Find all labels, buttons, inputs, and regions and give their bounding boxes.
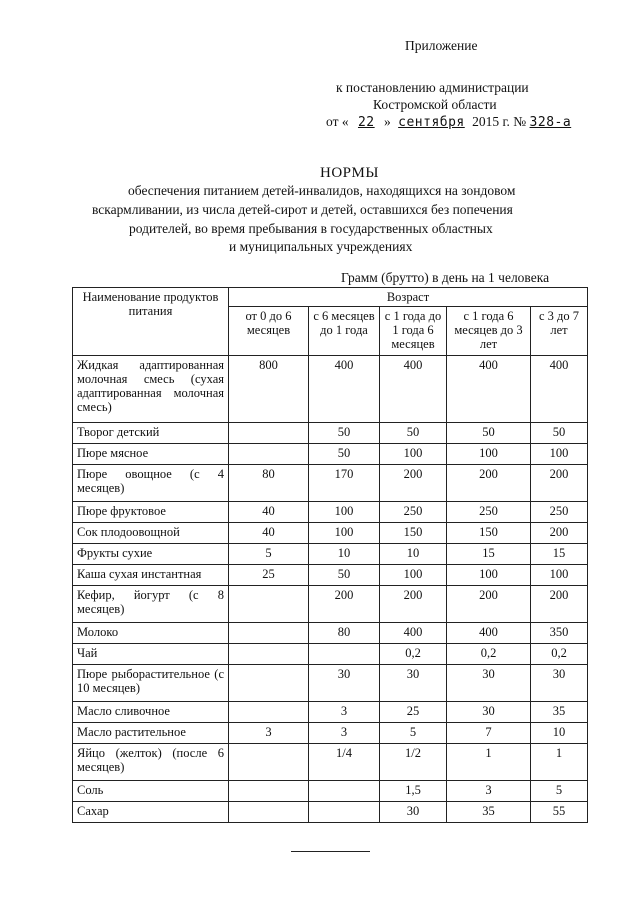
document-title: НОРМЫ: [320, 165, 379, 181]
norm-value: 30: [380, 665, 447, 702]
norm-value: 400: [447, 623, 531, 644]
norm-value: 1/2: [380, 744, 447, 781]
table-row: [73, 744, 588, 781]
resolution-line-2: Костромской области: [373, 97, 497, 112]
product-name: Пюре мясное: [73, 444, 229, 465]
table-row: [73, 781, 588, 802]
norm-value: [229, 586, 309, 623]
norm-value: 200: [447, 465, 531, 502]
norm-value: 1: [447, 744, 531, 781]
table-row: [73, 586, 588, 623]
product-name: Пюре фруктовое: [73, 502, 229, 523]
norm-value: 25: [380, 702, 447, 723]
norm-value: 80: [309, 623, 380, 644]
norm-value: 10: [309, 544, 380, 565]
norm-value: 30: [309, 665, 380, 702]
norm-value: 100: [380, 444, 447, 465]
table-header-row: [73, 288, 588, 307]
table-row: [73, 802, 588, 823]
norm-value: [309, 802, 380, 823]
norm-value: [229, 744, 309, 781]
norm-value: 200: [309, 586, 380, 623]
age-col-3: с 1 года 6 месяцев до 3 лет: [447, 307, 531, 356]
norm-value: 200: [447, 586, 531, 623]
norm-value: 250: [380, 502, 447, 523]
table-row: [73, 423, 588, 444]
norm-value: 1: [531, 744, 588, 781]
norm-value: 1,5: [380, 781, 447, 802]
norm-value: 250: [447, 502, 531, 523]
appendix-label: Приложение: [405, 38, 478, 53]
product-name: Соль: [73, 781, 229, 802]
norm-value: [229, 444, 309, 465]
product-name: Фрукты сухие: [73, 544, 229, 565]
resolution-line-1: к постановлению администрации: [336, 80, 529, 95]
norm-value: [309, 644, 380, 665]
subtitle-line-2: вскармливании, из числа детей-сирот и детей, оставшихся без попечения: [92, 202, 513, 217]
norm-value: [229, 644, 309, 665]
norm-value: 150: [447, 523, 531, 544]
norm-value: 30: [531, 665, 588, 702]
norm-value: 35: [531, 702, 588, 723]
units-label: Грамм (брутто) в день на 1 человека: [341, 270, 550, 285]
norm-value: 150: [380, 523, 447, 544]
table-row: [73, 644, 588, 665]
table-row: [73, 623, 588, 644]
norm-value: 0,2: [447, 644, 531, 665]
resolution-date: [326, 114, 571, 130]
norms-table: [72, 287, 588, 823]
norm-value: 400: [447, 356, 531, 423]
norm-value: 15: [447, 544, 531, 565]
norm-value: 400: [309, 356, 380, 423]
norm-value: 3: [309, 702, 380, 723]
col-header-name: Наименование продуктов питания: [73, 288, 229, 356]
norm-value: [229, 802, 309, 823]
norm-value: 3: [447, 781, 531, 802]
product-name: Каша сухая инстантная: [73, 565, 229, 586]
norm-value: 40: [229, 523, 309, 544]
date-year: 2015 г. №: [472, 114, 527, 129]
norm-value: 800: [229, 356, 309, 423]
date-prefix: от «: [326, 114, 349, 129]
norm-value: [229, 665, 309, 702]
table-row: [73, 523, 588, 544]
norm-value: 50: [380, 423, 447, 444]
table-row: [73, 702, 588, 723]
age-col-1: с 6 месяцев до 1 года: [309, 307, 380, 356]
subtitle-line-3: родителей, во время пребывания в государственных областных: [129, 221, 493, 236]
product-name: Молоко: [73, 623, 229, 644]
table-row: [73, 356, 588, 423]
bottom-divider: [291, 851, 370, 852]
norm-value: 50: [309, 423, 380, 444]
norm-value: [229, 623, 309, 644]
product-name: Масло сливочное: [73, 702, 229, 723]
norm-value: 250: [531, 502, 588, 523]
table-row: [73, 565, 588, 586]
norm-value: 400: [380, 356, 447, 423]
norm-value: 100: [309, 523, 380, 544]
norm-value: 100: [531, 444, 588, 465]
norm-value: [309, 781, 380, 802]
norm-value: 3: [229, 723, 309, 744]
product-name: Пюре рыборастительное (с 10 месяцев): [73, 665, 229, 702]
table-row: [73, 502, 588, 523]
date-day: 22: [357, 115, 375, 130]
norm-value: 50: [531, 423, 588, 444]
norm-value: 400: [531, 356, 588, 423]
norm-value: 5: [380, 723, 447, 744]
product-name: Кефир, йогурт (с 8 месяцев): [73, 586, 229, 623]
norm-value: 10: [531, 723, 588, 744]
norm-value: 30: [380, 802, 447, 823]
norm-value: 35: [447, 802, 531, 823]
table-row: [73, 465, 588, 502]
table-row: [73, 665, 588, 702]
norm-value: 100: [531, 565, 588, 586]
norm-value: 55: [531, 802, 588, 823]
norm-value: 5: [531, 781, 588, 802]
norm-value: 15: [531, 544, 588, 565]
norm-value: 3: [309, 723, 380, 744]
age-col-0: от 0 до 6 месяцев: [229, 307, 309, 356]
norm-value: 0,2: [531, 644, 588, 665]
norm-value: 30: [447, 702, 531, 723]
norm-value: 50: [309, 444, 380, 465]
norm-value: 400: [380, 623, 447, 644]
norm-value: 5: [229, 544, 309, 565]
norm-value: 200: [380, 586, 447, 623]
norm-value: 100: [380, 565, 447, 586]
subtitle-line-1: обеспечения питанием детей-инвалидов, находящихся на зондовом: [128, 183, 516, 198]
norm-value: 200: [380, 465, 447, 502]
product-name: Сахар: [73, 802, 229, 823]
norm-value: 1/4: [309, 744, 380, 781]
norm-value: 100: [447, 565, 531, 586]
norm-value: 100: [447, 444, 531, 465]
product-name: Масло растительное: [73, 723, 229, 744]
norm-value: 7: [447, 723, 531, 744]
age-col-4: с 3 до 7 лет: [531, 307, 588, 356]
date-month: сентября: [398, 115, 465, 130]
subtitle-line-4: и муниципальных учреждениях: [229, 239, 413, 254]
col-header-age: Возраст: [229, 288, 588, 307]
norm-value: 350: [531, 623, 588, 644]
norm-value: 30: [447, 665, 531, 702]
norm-value: [229, 423, 309, 444]
table-row: [73, 544, 588, 565]
product-name: Жидкая адаптированная молочная смесь (сухая адаптированная молочная смесь): [73, 356, 229, 423]
norm-value: [229, 702, 309, 723]
product-name: Чай: [73, 644, 229, 665]
norm-value: 25: [229, 565, 309, 586]
norm-value: 170: [309, 465, 380, 502]
product-name: Творог детский: [73, 423, 229, 444]
norm-value: [229, 781, 309, 802]
norm-value: 10: [380, 544, 447, 565]
table-row: [73, 723, 588, 744]
norm-value: 50: [309, 565, 380, 586]
resolution-number: 328-а: [529, 115, 572, 130]
norm-value: 200: [531, 465, 588, 502]
date-mid: »: [384, 114, 391, 129]
table-body: [73, 356, 588, 823]
product-name: Пюре овощное (с 4 месяцев): [73, 465, 229, 502]
norm-value: 50: [447, 423, 531, 444]
norm-value: 200: [531, 586, 588, 623]
norm-value: 40: [229, 502, 309, 523]
norm-value: 80: [229, 465, 309, 502]
norm-value: 100: [309, 502, 380, 523]
product-name: Яйцо (желток) (после 6 месяцев): [73, 744, 229, 781]
age-col-2: с 1 года до 1 года 6 месяцев: [380, 307, 447, 356]
table-row: [73, 444, 588, 465]
product-name: Сок плодоовощной: [73, 523, 229, 544]
norm-value: 200: [531, 523, 588, 544]
norm-value: 0,2: [380, 644, 447, 665]
